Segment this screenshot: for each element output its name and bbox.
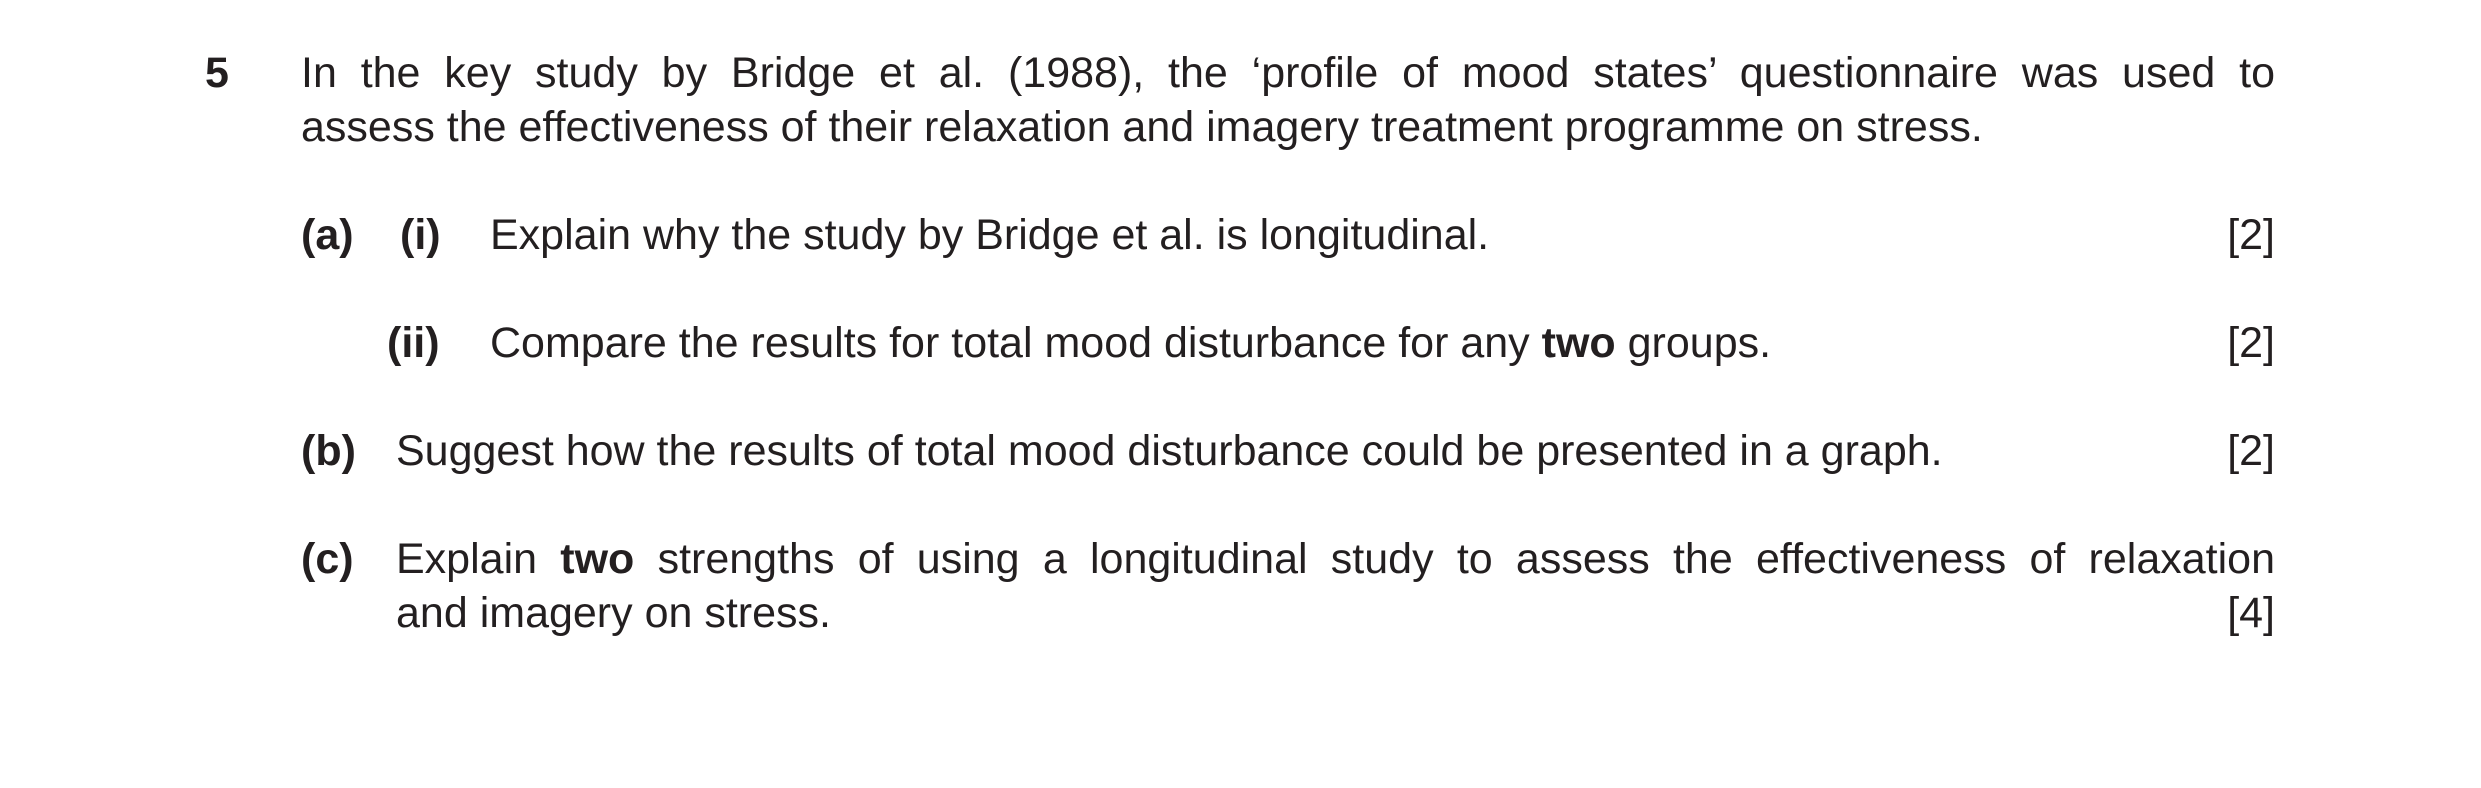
- question-number: 5: [205, 49, 229, 97]
- part-c-line-2: and imagery on stress.: [396, 589, 831, 637]
- part-a-ii-emphasis: two: [1541, 319, 1616, 367]
- part-c-emphasis: two: [560, 535, 635, 583]
- part-a-ii-text: [490, 316, 1771, 370]
- part-a-ii-label: (ii): [387, 319, 440, 367]
- part-a-i-text: Explain why the study by Bridge et al. is longitudinal.: [490, 211, 1490, 259]
- part-c-marks: [4]: [2227, 589, 2275, 637]
- question-stem-line-2: assess the effectiveness of their relaxation and imagery treatment programme on stress.: [301, 103, 1983, 151]
- part-a-i-label: (i): [400, 211, 441, 259]
- part-a-ii-text-start: Compare the results for total mood disturbance for any: [490, 319, 1530, 367]
- part-a-ii-marks: [2]: [2227, 319, 2275, 367]
- part-c-label: (c): [301, 535, 354, 583]
- part-a-ii-text-end: groups.: [1627, 319, 1772, 367]
- part-a-label: (a): [301, 211, 354, 259]
- part-b-marks: [2]: [2227, 427, 2275, 475]
- part-c-line-1: [396, 532, 2275, 586]
- part-b-text: Suggest how the results of total mood disturbance could be presented in a graph.: [396, 427, 1943, 475]
- question-stem-line-1: In the key study by Bridge et al. (1988), the ‘profile of mood states’ questionnaire was used to: [301, 49, 2275, 97]
- part-c-text-end: strengths of using a longitudinal study to assess the effectiveness of relaxation: [657, 535, 2275, 583]
- part-b-label: (b): [301, 427, 356, 475]
- part-a-i-marks: [2]: [2227, 211, 2275, 259]
- part-c-text-start: Explain: [396, 535, 538, 583]
